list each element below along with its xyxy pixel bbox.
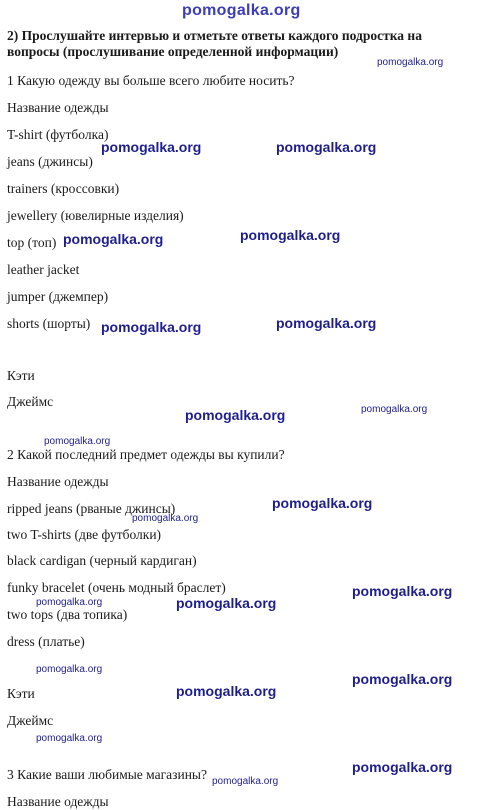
q2-item: ripped jeans (рваные джинсы) — [7, 501, 176, 516]
site-watermark: pomogalka.org — [352, 759, 453, 775]
site-watermark: pomogalka.org — [240, 227, 341, 243]
q1-item: top (топ) — [7, 235, 57, 250]
q1-column-label: Название одежды — [7, 100, 109, 115]
site-watermark: pomogalka.org — [36, 664, 103, 675]
q3-column-label: Название одежды — [7, 794, 109, 809]
site-watermark: pomogalka.org — [176, 595, 277, 611]
q2-column-label: Название одежды — [7, 474, 109, 489]
site-watermark: pomogalka.org — [276, 315, 377, 331]
site-watermark: pomogalka.org — [352, 671, 453, 687]
q2-item: two tops (два топика) — [7, 607, 128, 622]
site-watermark: pomogalka.org — [276, 139, 377, 155]
question-2: 2 Какой последний предмет одежды вы купили? — [7, 447, 285, 462]
site-watermark: pomogalka.org — [272, 495, 373, 511]
q1-item: trainers (кроссовки) — [7, 181, 120, 196]
q2-item: dress (платье) — [7, 634, 85, 649]
q2-name-katy: Кэти — [7, 686, 35, 701]
q1-name-james: Джеймс — [7, 394, 54, 409]
site-watermark: pomogalka.org — [185, 407, 286, 423]
task-heading: 2) Прослушайте интервью и отметьте ответы каждого подростка на вопросы (прослушивание определенной информации) — [7, 28, 422, 59]
question-1: 1 Какую одежду вы больше всего любите носить? — [7, 73, 295, 88]
q1-item: jeans (джинсы) — [7, 154, 93, 169]
site-watermark: pomogalka.org — [132, 513, 199, 524]
q2-item: black cardigan (черный кардиган) — [7, 553, 197, 568]
question-3: 3 Какие ваши любимые магазины? — [7, 767, 207, 782]
site-watermark: pomogalka.org — [101, 319, 202, 335]
site-watermark: pomogalka.org — [352, 583, 453, 599]
q1-item: leather jacket — [7, 262, 80, 277]
site-watermark: pomogalka.org — [36, 733, 103, 744]
site-watermark: pomogalka.org — [63, 231, 164, 247]
q1-item: jewellery (ювелирные изделия) — [7, 208, 184, 223]
site-watermark: pomogalka.org — [36, 597, 103, 608]
q1-item: shorts (шорты) — [7, 316, 91, 331]
site-watermark: pomogalka.org — [101, 139, 202, 155]
site-watermark: pomogalka.org — [212, 776, 279, 787]
site-watermark: pomogalka.org — [44, 436, 111, 447]
q2-item: funky bracelet (очень модный браслет) — [7, 580, 226, 595]
q1-item: jumper (джемпер) — [7, 289, 109, 304]
q1-item: T-shirt (футболка) — [7, 127, 109, 142]
site-watermark: pomogalka.org — [377, 57, 444, 68]
q2-item: two T-shirts (две футболки) — [7, 527, 162, 542]
q2-name-james: Джеймс — [7, 713, 54, 728]
q1-name-katy: Кэти — [7, 368, 35, 383]
site-watermark-header: pomogalka.org — [182, 2, 301, 19]
site-watermark: pomogalka.org — [361, 404, 428, 415]
site-watermark: pomogalka.org — [176, 683, 277, 699]
